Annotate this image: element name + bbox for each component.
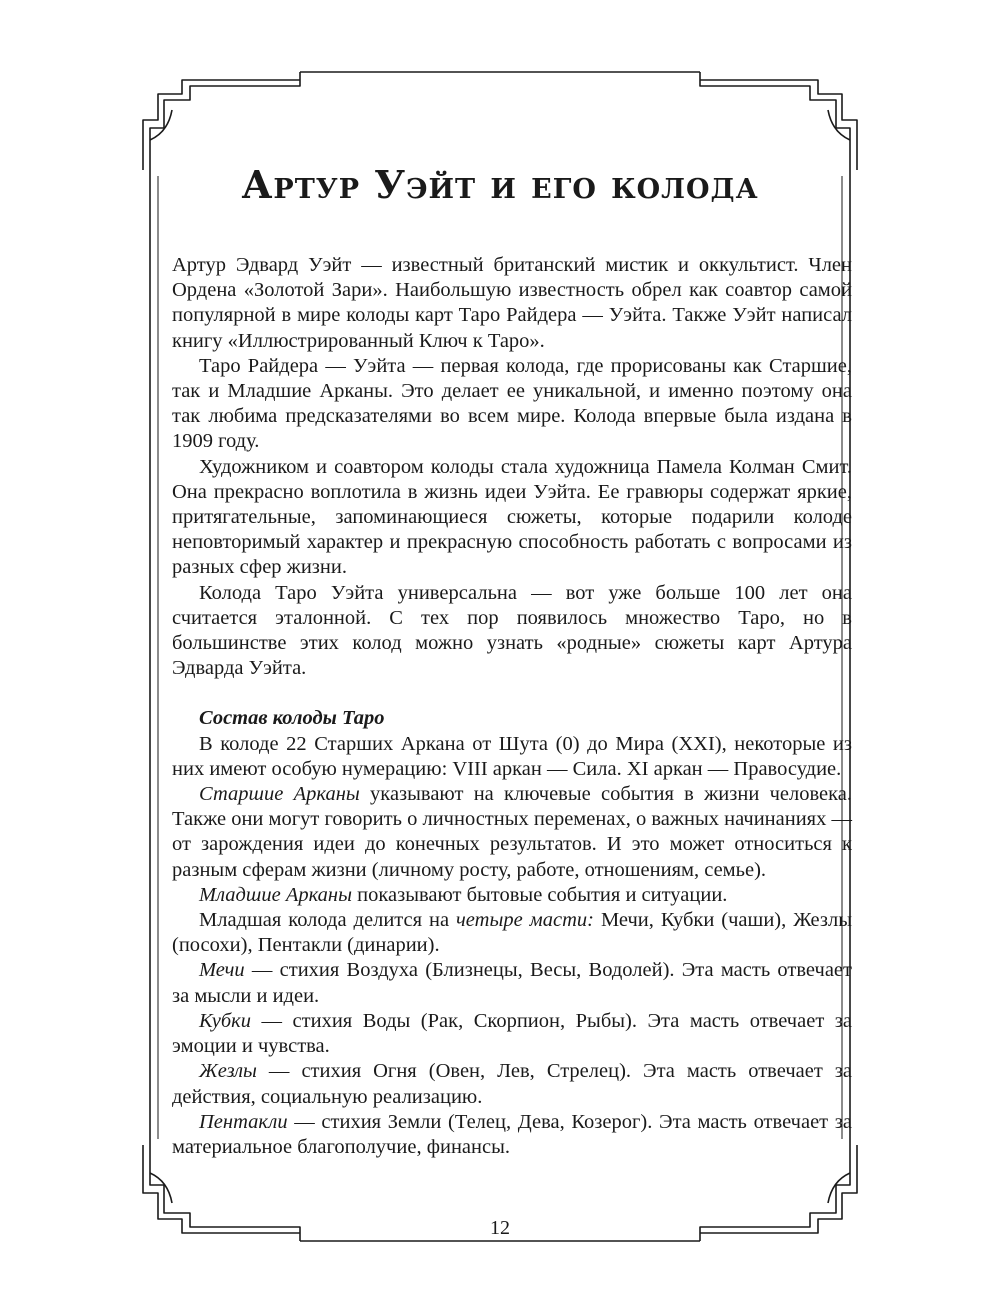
paragraph: Колода Таро Уэйта универсальна — вот уже больше 100 лет она считается эталонной. С тех пор появилось множество Таро, но в большинстве этих колод можно узнать «родные» сюжеты карт Артура Эдварда Уэйта. [172,581,852,680]
term: Младшие Арканы [199,883,352,906]
page-number: 12 [490,1217,510,1239]
page-title: Артур Уэйт и его колода [241,162,759,207]
paragraph-text: Младшая колода делится на [199,909,457,932]
term: Мечи [199,959,245,982]
paragraph-text: указывают на ключевые события в жизни человека. Также они могут говорить о личностных переменах, о важных начинаниях — от зарождения идеи до конечных результатов. И это может относиться к разным сферам жизни (личному росту, работе, отношениям, семье). [172,783,853,881]
term: Старшие Арканы [199,783,360,806]
paragraph [172,1110,852,1160]
paragraph-text: Мечи, Кубки (чаши), Жезлы (посохи), Пентакли (динарии). [172,909,852,957]
paragraph [172,883,852,908]
paragraph [172,908,852,958]
term: Жезлы [199,1060,257,1083]
section-heading: Состав колоды Таро [199,707,385,730]
article-body [172,253,852,1160]
term: четыре масти: [456,909,594,932]
paragraph-text: — стихия Воздуха (Близнецы, Весы, Водолей). Эта масть отвечает за мысли и идеи. [172,959,852,1007]
paragraph-text: — стихия Земли (Телец, Дева, Козерог). Эта масть отвечает за материальное благополучие, финансы. [172,1110,852,1158]
paragraph [172,782,852,883]
paragraph [172,1059,852,1109]
paragraph-text: — стихия Воды (Рак, Скорпион, Рыбы). Эта масть отвечает за эмоции и чувства. [172,1009,852,1058]
term: Кубки [199,1009,251,1032]
term: Пентакли [199,1110,288,1133]
paragraph-text: — стихия Огня (Овен, Лев, Стрелец). Эта масть отвечает за действия, социальную реализацию. [172,1060,852,1108]
paragraph [172,958,852,1008]
paragraph: Таро Райдера — Уэйта — первая колода, где прорисованы как Старшие, так и Младшие Арканы. Это делает ее уникальной, и именно поэтому она так любима предсказателями во всем мире. Колода впервые была издана в 1909 году. [172,354,852,453]
paragraph-text: показывают бытовые события и ситуации. [352,883,728,906]
paragraph: Артур Эдвард Уэйт — известный британский мистик и оккультист. Член Ордена «Золотой Зари». Наибольшую известность обрел как соавтор самой популярной в мире колоды карт Таро Райдера — Уэйта. Также Уэйт написал книгу «Иллюстрированный Ключ к Таро». [172,254,852,352]
paragraph [172,1009,852,1059]
paragraph: Художником и соавтором колоды стала художница Памела Колман Смит. Она прекрасно воплотила в жизнь идеи Уэйта. Ее гравюры содержат яркие, притягательные, запоминающиеся сюжеты, которые подарили колоде неповторимый характер и прекрасную способность работать с вопросами из разных сфер жизни. [172,455,852,579]
paragraph: В колоде 22 Старших Аркана от Шута (0) до Мира (XXI), некоторые из них имеют особую нумерацию: VIII аркан — Сила. XI аркан — Правосудие. [172,732,852,780]
